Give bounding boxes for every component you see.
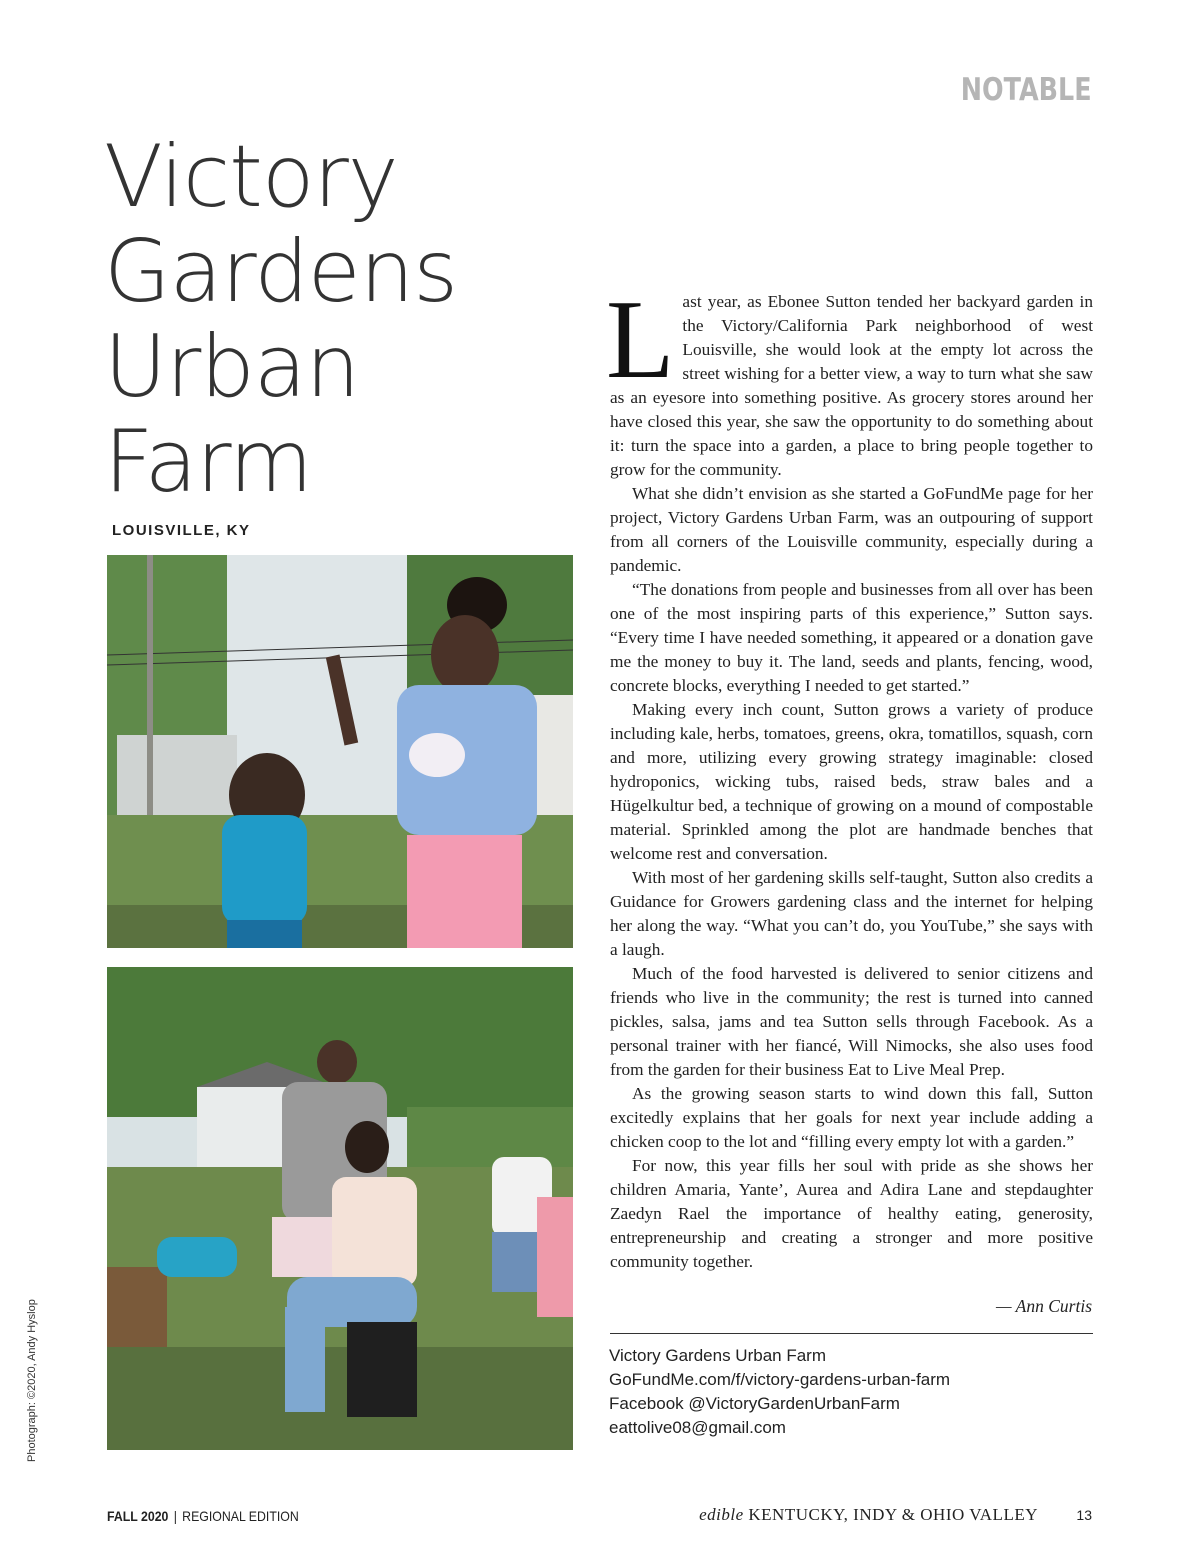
footer-edition xyxy=(107,1508,299,1524)
paragraph-1-text: ast year, as Ebonee Sutton tended her backyard garden in the Victory/California Park neighborhood of west Louisville, she would look at the empty lot across the street wishing for a better view, a way to turn what she saw as an eyesore into something positive. As grocery stores around her have closed this year, she saw the opportunity to do something about it: turn the space into a garden, a place to bring people together to grow for the community. xyxy=(610,292,1093,479)
article-paragraph-2: What she didn’t envision as she started a GoFundMe page for her project, Victory Gardens Urban Farm, was an outpouring of support from all corners of the Louisville community, especially during a pandemic. xyxy=(610,484,1093,575)
article-paragraph-8: For now, this year fills her soul with pride as she shows her children Amaria, Yante’, Aurea and Adira Lane and stepdaughter Zaedyn Rael the importance of healthy eating, generosity, entrepreneurship and creating a stronger and more positive community together. xyxy=(610,1156,1093,1271)
info-email-link[interactable]: eattolive08@gmail.com xyxy=(609,1418,786,1437)
footer-separator: | xyxy=(173,1508,177,1524)
article-paragraph-7: As the growing season starts to wind down this fall, Sutton excitedly explains that her goals for next year include adding a chicken coop to the lot and “filling every empty lot with a garden.” xyxy=(610,1084,1093,1151)
location-label: LOUISVILLE, KY xyxy=(112,522,251,539)
footer-brand-name: KENTUCKY, INDY & OHIO VALLEY xyxy=(748,1505,1038,1524)
article-title xyxy=(104,127,564,512)
byline: — Ann Curtis xyxy=(996,1296,1092,1316)
footer-brand xyxy=(699,1505,1038,1525)
article-paragraph-4: Making every inch count, Sutton grows a variety of produce including kale, herbs, tomatoes, greens, okra, tomatillos, squash, corn and more, utilizing every growing strategy imaginable: closed hydroponics, wicking tubs, raised beds, straw bales and a Hügelkultur bed, a technique of growing on a mound of compostable material. Sprinkled among the plot are handmade benches that welcome rest and conversation. xyxy=(610,700,1093,863)
article-body xyxy=(606,278,1093,1274)
footer-edition-label: REGIONAL EDITION xyxy=(182,1508,299,1524)
footer-brand-edible: edible xyxy=(699,1505,744,1524)
title-line-1: Victory xyxy=(104,127,398,227)
divider xyxy=(610,1333,1093,1334)
info-gofundme-link[interactable]: GoFundMe.com/f/victory-gardens-urban-farm xyxy=(609,1370,951,1389)
article-paragraph-6: Much of the food harvested is delivered to senior citizens and friends who live in the community; the rest is turned into canned pickles, salsa, jams and tea Sutton sells through Facebook. As a personal trainer with her fiancé, Will Nimocks, she also uses food from the garden for their business Eat to Live Meal Prep. xyxy=(610,964,1093,1079)
section-label: NOTABLE xyxy=(961,72,1092,108)
article-paragraph-1 xyxy=(606,278,1093,482)
footer-season: FALL 2020 xyxy=(107,1508,169,1524)
title-line-2: Gardens xyxy=(104,222,457,322)
title-line-4: Farm xyxy=(104,412,312,512)
article-paragraph-3: “The donations from people and businesses from all over has been one of the most inspiring parts of this experience,” Sutton says. “Every time I have needed something, it appeared or a donation gave me the money to buy it. The land, seeds and plants, fencing, wood, concrete blocks, everything I needed to get started.” xyxy=(610,580,1093,695)
photo-girls-in-garden xyxy=(107,555,573,948)
photo-credit: Photograph: ©2020, Andy Hyslop xyxy=(26,1299,38,1462)
info-facebook-link[interactable]: Facebook @VictoryGardenUrbanFarm xyxy=(609,1394,900,1413)
drop-cap: L xyxy=(606,278,675,402)
title-line-3: Urban xyxy=(104,317,360,417)
photo-family-in-garden xyxy=(107,967,573,1450)
page-number: 13 xyxy=(1076,1507,1092,1523)
contact-info xyxy=(609,1344,950,1440)
info-farm-name: Victory Gardens Urban Farm xyxy=(609,1346,826,1365)
article-paragraph-5: With most of her gardening skills self-taught, Sutton also credits a Guidance for Growers gardening class and the internet for helping her along the way. “What you can’t do, you YouTube,” she says with a laugh. xyxy=(610,868,1093,959)
